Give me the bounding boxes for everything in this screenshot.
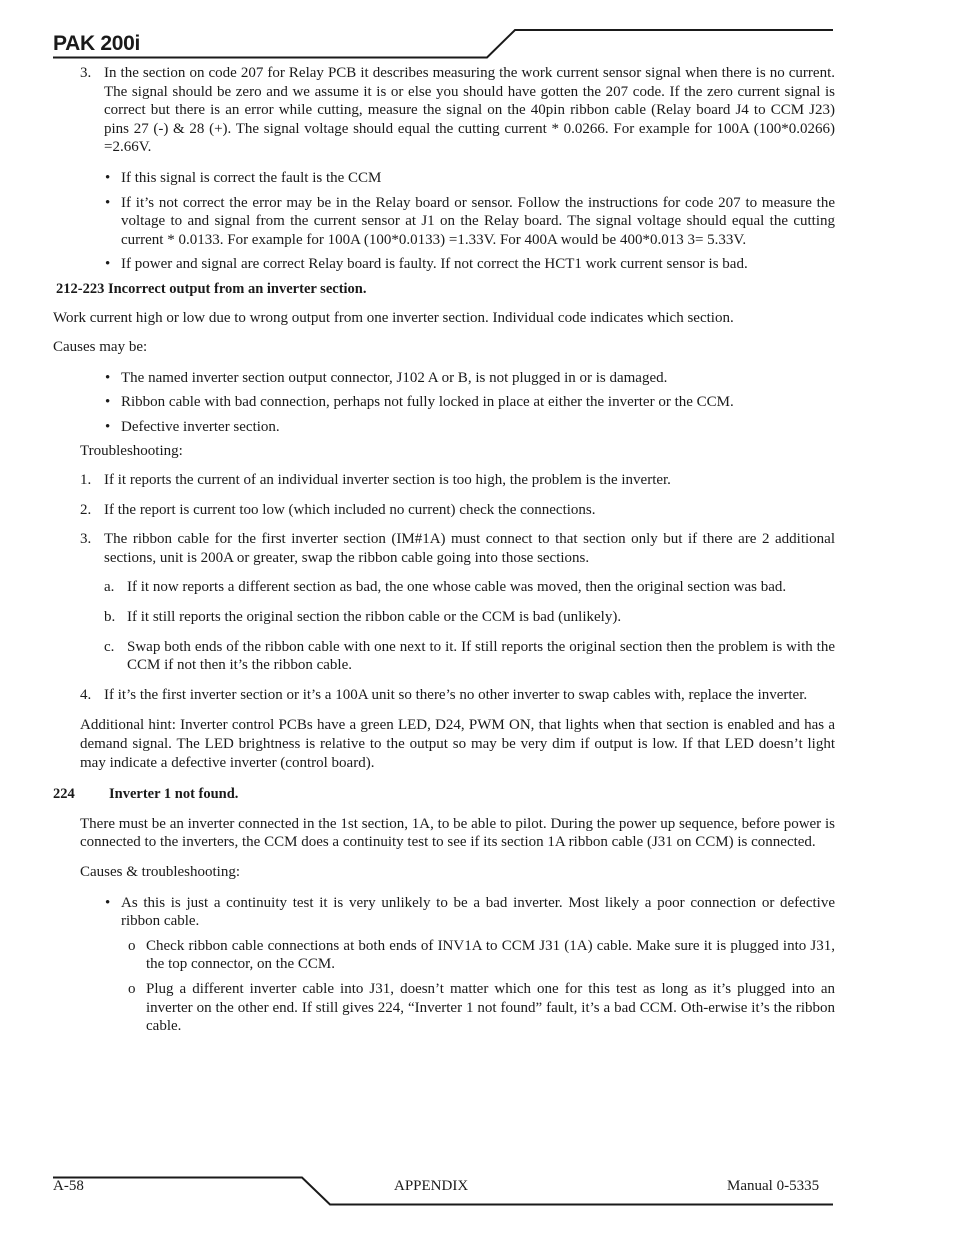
brand-title: PAK 200i	[53, 32, 141, 55]
footer-page-number: A-58	[53, 1178, 84, 1194]
list-item: 3. The ribbon cable for the first inverter section (IM#1A) must connect to that section only but if there are 2 additional sections, unit is 200A or greater, swap the ribbon cable going into those sections.	[80, 531, 835, 566]
list-item: o Plug a different inverter cable into J31, doesn’t matter which one for this test as long as it’s plugged into an inverter on the other end. If still gives 224, “Inverter 1 not found” fault, it’s a bad CCM. Oth-erwise it’s the ribbon cable.	[128, 980, 835, 1035]
list-item: 1. If it reports the current of an individual inverter section is too high, the problem is the inverter.	[80, 472, 671, 489]
list-item: • As this is just a continuity test it is very unlikely to be a bad inverter. Most likely a poor connection or defective ribbon cable.	[105, 894, 835, 930]
list-item: • If this signal is correct the fault is the CCM	[105, 169, 382, 186]
section-heading: 224 Inverter 1 not found.	[53, 786, 239, 803]
troubleshooting-label: Troubleshooting:	[80, 442, 183, 459]
list-item: • Ribbon cable with bad connection, perhaps not fully locked in place at either the inverter or the CCM.	[105, 394, 734, 411]
section-description: Work current high or low due to wrong output from one inverter section. Individual code indicates which section.	[53, 309, 734, 326]
footer-manual: Manual 0-5335	[727, 1178, 820, 1194]
section-description: There must be an inverter connected in the 1st section, 1A, to be able to pilot. During the power up sequence, before power is connected to the inverters, the CCM does a continuity test to see if its section 1A ribbon cable (J31 on CCM) is connected.	[80, 815, 835, 851]
list-item: o Check ribbon cable connections at both ends of INV1A to CCM J31 (1A) cable. Make sure it is plugged into J31, the top connector, on the CCM.	[128, 937, 835, 973]
list-item: 2. If the report is current too low (which included no current) check the connections.	[80, 501, 596, 518]
causes-label: Causes may be:	[53, 339, 148, 356]
list-item: • If it’s not correct the error may be in the Relay board or sensor. Follow the instructions for code 207 to measure the voltage to and signal from the current sensor at J1 on the Relay board. The signal voltage should equal the cutting current * 0.0133. For example for 100A (100*0.0133) =1.33V. For 400A would be 400*0.013 3= 5.33V.	[105, 194, 835, 248]
additional-hint: Additional hint: Inverter control PCBs have a green LED, D24, PWM ON, that lights when that section is enabled and has a demand signal. The LED brightness is relative to the output so may be very dim if output is low. If that LED doesn’t light may indicate a defective inverter (control board).	[80, 717, 835, 771]
list-item: • Defective inverter section.	[105, 418, 280, 435]
list-item: b. If it still reports the original section the ribbon cable or the CCM is bad (unlikely).	[104, 609, 622, 626]
list-item: • The named inverter section output connector, J102 A or B, is not plugged in or is damaged.	[105, 369, 668, 386]
causes-label: Causes & troubleshooting:	[80, 864, 240, 880]
section-heading: 212-223 Incorrect output from an inverter section.	[56, 280, 367, 297]
page-content	[53, 64, 835, 1036]
footer-section: APPENDIX	[394, 1178, 469, 1194]
list-item: • If power and signal are correct Relay board is faulty. If not correct the HCT1 work current sensor is bad.	[105, 256, 748, 273]
list-item: a. If it now reports a different section as bad, the one whose cable was moved, then the original section was bad.	[104, 579, 787, 596]
list-item: 4. If it’s the first inverter section or it’s a 100A unit so there’s no other inverter to swap cables with, replace the inverter.	[80, 686, 808, 703]
list-item: c. Swap both ends of the ribbon cable with one next to it. If still reports the original section then the problem is with the CCM if not then it’s the ribbon cable.	[104, 638, 835, 674]
list-item: 3. In the section on code 207 for Relay PCB it describes measuring the work current sensor signal when there is no current. The signal should be zero and we assume it is or else you should have gotten the 207 code. If the zero current signal is correct but there is an error while cutting, measure the signal on the 40pin ribbon cable (Relay board J4 to CCM J23) pins 27 (-) & 28 (+). The signal voltage should equal the cutting current * 0.0266. For example for 100A (100*0.0266) =2.66V.	[80, 65, 835, 156]
